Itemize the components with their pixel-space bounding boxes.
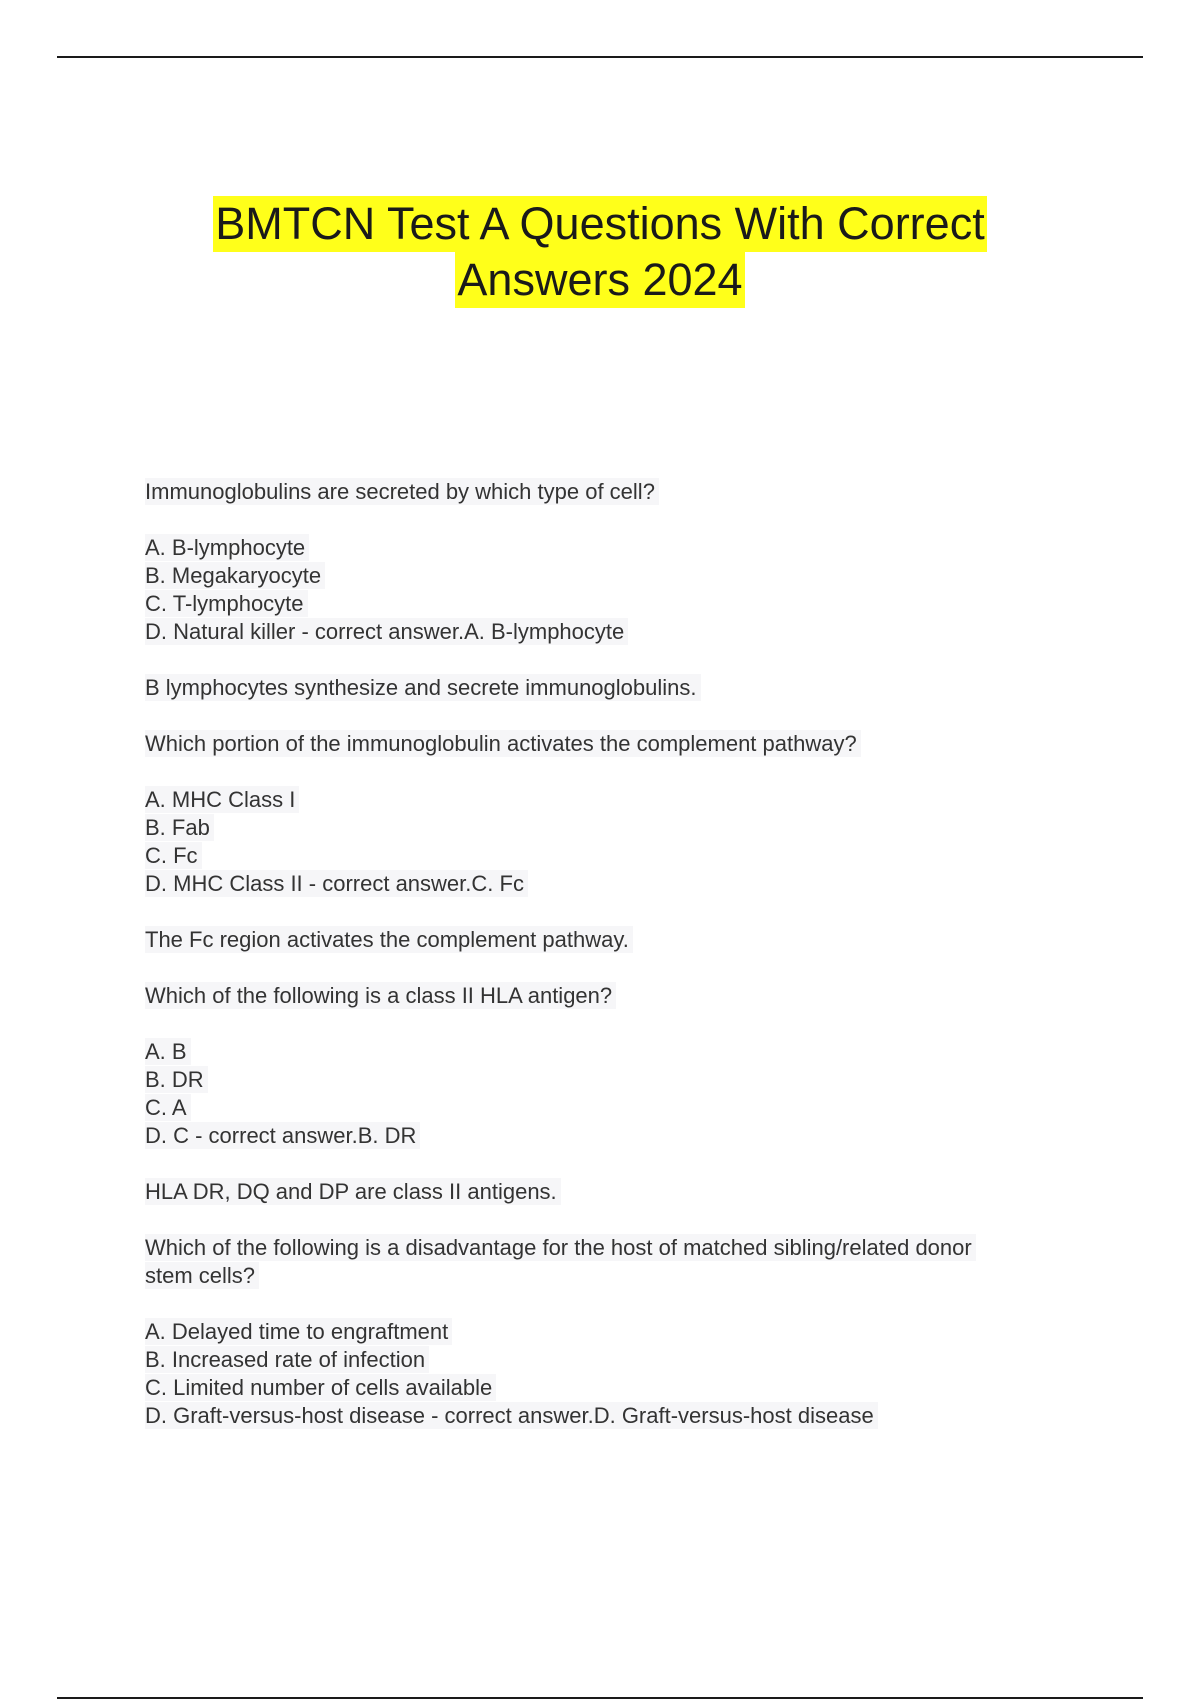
answer-explanation: B lymphocytes synthesize and secrete immunoglobulins. <box>145 674 1065 702</box>
document-title <box>0 196 1200 308</box>
document-body <box>145 478 1065 1430</box>
answer-explanation: HLA DR, DQ and DP are class II antigens. <box>145 1178 1065 1206</box>
bottom-rule <box>57 1697 1143 1699</box>
answer-option: C. A <box>145 1094 1065 1122</box>
question-text: Immunoglobulins are secreted by which type of cell? <box>145 478 1065 506</box>
answer-option: C. T-lymphocyte <box>145 590 1065 618</box>
title-line-2: Answers 2024 <box>455 252 744 308</box>
answer-option: B. Fab <box>145 814 1065 842</box>
answer-option: C. Limited number of cells available <box>145 1374 1065 1402</box>
top-rule <box>57 56 1143 58</box>
answer-option: A. MHC Class I <box>145 786 1065 814</box>
answer-option: B. Megakaryocyte <box>145 562 1065 590</box>
answer-option: D. MHC Class II - correct answer.C. Fc <box>145 870 1065 898</box>
question-text-line-2: stem cells? <box>145 1262 1065 1290</box>
question-block-1 <box>145 478 1065 730</box>
answer-option: A. B <box>145 1038 1065 1066</box>
question-text-line-1: Which of the following is a disadvantage for the host of matched sibling/related donor <box>145 1234 1065 1262</box>
answer-option: B. Increased rate of infection <box>145 1346 1065 1374</box>
title-line-1: BMTCN Test A Questions With Correct <box>213 196 986 252</box>
question-text: Which portion of the immunoglobulin activates the complement pathway? <box>145 730 1065 758</box>
question-text: Which of the following is a class II HLA antigen? <box>145 982 1065 1010</box>
answer-explanation: The Fc region activates the complement pathway. <box>145 926 1065 954</box>
answer-option: A. Delayed time to engraftment <box>145 1318 1065 1346</box>
question-block-4 <box>145 1234 1065 1430</box>
answer-option: B. DR <box>145 1066 1065 1094</box>
answer-option: D. Graft-versus-host disease - correct answer.D. Graft-versus-host disease <box>145 1402 1065 1430</box>
answer-option: C. Fc <box>145 842 1065 870</box>
answer-option: D. C - correct answer.B. DR <box>145 1122 1065 1150</box>
answer-option: D. Natural killer - correct answer.A. B-lymphocyte <box>145 618 1065 646</box>
answer-option: A. B-lymphocyte <box>145 534 1065 562</box>
question-block-2 <box>145 730 1065 982</box>
question-block-3 <box>145 982 1065 1234</box>
